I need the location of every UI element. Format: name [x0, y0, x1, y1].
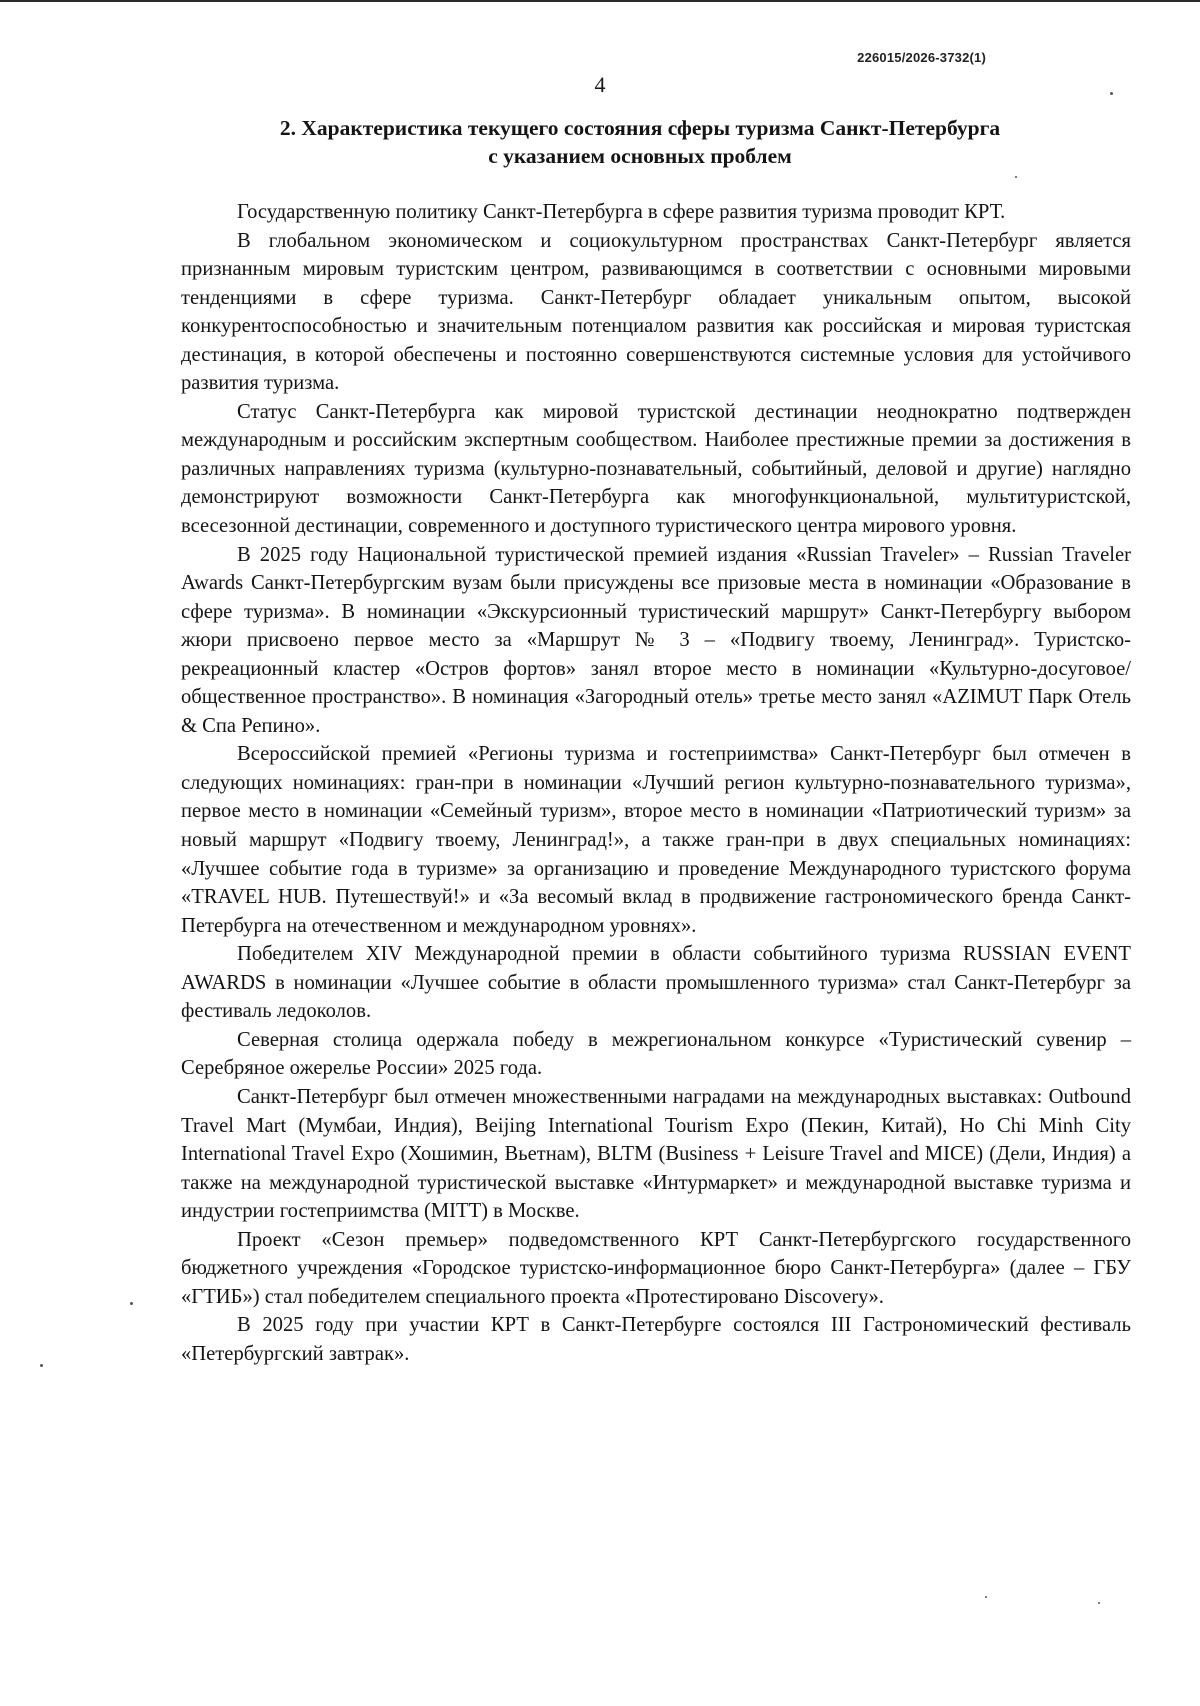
- paragraph-8: Санкт-Петербург был отмечен множественными наградами на международных выставках: Outbound Travel Mart (Мумбаи, Индия), Beijing International Tourism Expo (Пекин, Китай), Ho Chi Minh City International Travel Expo (Хошимин, Вьетнам), BLTM (Business + Leisure Travel and MICE) (Дели, Индия) а также на международной туристической выставке «Интурмаркет» и международной выставке туризма и индустрии гостеприимства (MITT) в Москве.: [181, 1085, 1131, 1223]
- scan-speck: [985, 1596, 987, 1598]
- section-heading-line-2: с указанием основных проблем: [488, 144, 792, 168]
- paragraph-6: Победителем XIV Международной премии в области событийного туризма RUSSIAN EVENT AWARDS в номинации «Лучшее событие в области промышленного туризма» стал Санкт-Петербург за фестиваль ледоколов.: [181, 943, 1131, 1023]
- scan-speck: [1098, 1602, 1100, 1604]
- scan-speck: [1110, 92, 1113, 95]
- paragraph-1: Государственную политику Санкт-Петербурга в сфере развития туризма проводит КРТ.: [237, 201, 1006, 223]
- section-heading-line-1: 2. Характеристика текущего состояния сферы туризма Санкт-Петербурга: [279, 116, 1001, 140]
- paragraph-7: Северная столица одержала победу в межрегиональном конкурсе «Туристический сувенир – Серебряное ожерелье России» 2025 года.: [181, 1028, 1131, 1080]
- scan-top-edge: [0, 0, 1200, 2]
- page-number: 4: [594, 72, 606, 97]
- scan-speck: [1015, 176, 1017, 178]
- body-text: [181, 198, 1131, 1368]
- scan-speck: [40, 1364, 43, 1367]
- section-heading: [200, 114, 1080, 170]
- paragraph-3: Статус Санкт-Петербурга как мировой туристской дестинации неоднократно подтвержден международным и российским экспертным сообществом. Наиболее престижные премии за достижения в различных направлениях туризма (культурно-познавательный, событийный, деловой и другие) наглядно демонстрируют возможности Санкт-Петербурга как многофункциональной, мультитуристской, всесезонной дестинации, современного и доступного туристического центра мирового уровня.: [181, 400, 1131, 538]
- paragraph-9: Проект «Сезон премьер» подведомственного КРТ Санкт-Петербургского государственного бюджетного учреждения «Городское туристско-информационное бюро Санкт-Петербурга» (далее – ГБУ «ГТИБ») стал победителем специального проекта «Протестировано Discovery».: [181, 1228, 1131, 1308]
- registration-number: 226015/2026-3732(1): [857, 50, 986, 65]
- paragraph-10: В 2025 году при участии КРТ в Санкт-Петербурге состоялся III Гастрономический фестиваль «Петербургский завтрак».: [181, 1314, 1131, 1365]
- paragraph-5: Всероссийской премией «Регионы туризма и гостеприимства» Санкт-Петербург был отмечен в следующих номинациях: гран-при в номинации «Лучший регион культурно-познавательного туризма», первое место в номинации «Семейный туризм», второе место в номинации «Патриотический туризм» за новый маршрут «Подвигу твоему, Ленинград!», а также гран-при в двух специальных номинациях: «Лучшее событие года в туризме» за организацию и проведение Международного туристского форума «TRAVEL HUB. Путешествуй!» и «За весомый вклад в продвижение гастрономического бренда Санкт-Петербурга на отечественном и международном уровнях».: [181, 743, 1131, 937]
- paragraph-4: В 2025 году Национальной туристической премией издания «Russian Traveler» – Russian Traveler Awards Санкт-Петербургским вузам были присуждены все призовые места в номинации «Образование в сфере туризма». В номинации «Экскурсионный туристический маршрут» Санкт-Петербургу выбором жюри присвоено первое место за «Маршрут № 3 – «Подвигу твоему, Ленинград». Туристско-рекреационный кластер «Остров фортов» занял второе место в номинации «Культурно-досуговое/общественное пространство». В номинация «Загородный отель» третье место занял «AZIMUT Парк Отель & Спа Репино».: [181, 543, 1131, 737]
- scan-speck: [130, 1302, 133, 1305]
- paragraph-2: В глобальном экономическом и социокультурном пространствах Санкт-Петербург является признанным мировым туристским центром, развивающимся в соответствии с основными мировыми тенденциями в сфере туризма. Санкт-Петербург обладает уникальным опытом, высокой конкурентоспособностью и значительным потенциалом развития как российская и мировая туристская дестинация, в которой обеспечены и постоянно совершенствуются системные условия для устойчивого развития туризма.: [181, 229, 1131, 395]
